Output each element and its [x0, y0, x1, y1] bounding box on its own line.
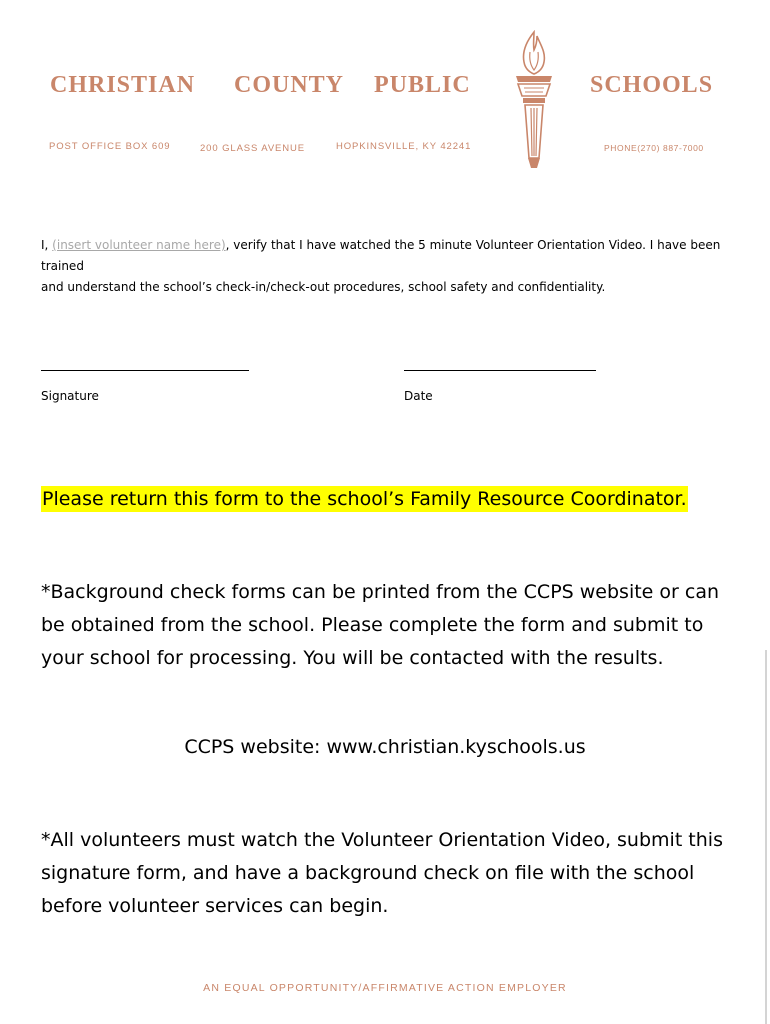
date-line[interactable]: [404, 358, 596, 371]
letterhead-street: 200 GLASS AVENUE: [200, 143, 306, 154]
letterhead-word-county: COUNTY: [234, 72, 345, 98]
letterhead-po-box: POST OFFICE BOX 609: [49, 141, 171, 152]
verification-statement: [41, 235, 731, 298]
letterhead-phone: PHONE(270) 887-7000: [604, 143, 704, 153]
signature-line[interactable]: [41, 358, 249, 371]
background-check-paragraph: *Background check forms can be printed from the CCPS website or can be obtained from the school. Please complete the form and submit to your school for processing. You will be contacted with the results.: [41, 581, 720, 669]
letterhead-word-public: PUBLIC: [374, 72, 471, 98]
letterhead-word-christian: CHRISTIAN: [50, 72, 196, 98]
scrollbar-track[interactable]: [765, 650, 767, 1024]
volunteer-requirements-paragraph: *All volunteers must watch the Volunteer Orientation Video, submit this signature form, and have a background check on file with the school before volunteer services can begin.: [41, 829, 723, 917]
statement-prefix: I,: [41, 238, 53, 252]
statement-line-1-rest: , verify that I have watched the 5 minute Volunteer Orientation Video. I have been trained: [41, 238, 721, 273]
signature-label: Signature: [41, 389, 99, 403]
volunteer-name-field[interactable]: (insert volunteer name here): [52, 238, 226, 252]
footer-equal-opportunity: AN EQUAL OPPORTUNITY/AFFIRMATIVE ACTION EMPLOYER: [203, 982, 567, 994]
letterhead-word-schools: SCHOOLS: [590, 72, 714, 98]
ccps-website-line: CCPS website: www.christian.kyschools.us: [184, 736, 586, 758]
statement-line-1: [41, 235, 731, 277]
date-label: Date: [404, 389, 433, 403]
statement-line-2: and understand the school’s check-in/check-out procedures, school safety and confidentiality.: [41, 280, 606, 294]
torch-icon: [510, 30, 558, 170]
return-instruction-highlight: Please return this form to the school’s Family Resource Coordinator.: [42, 488, 687, 510]
letterhead-city: HOPKINSVILLE, KY 42241: [336, 141, 472, 152]
